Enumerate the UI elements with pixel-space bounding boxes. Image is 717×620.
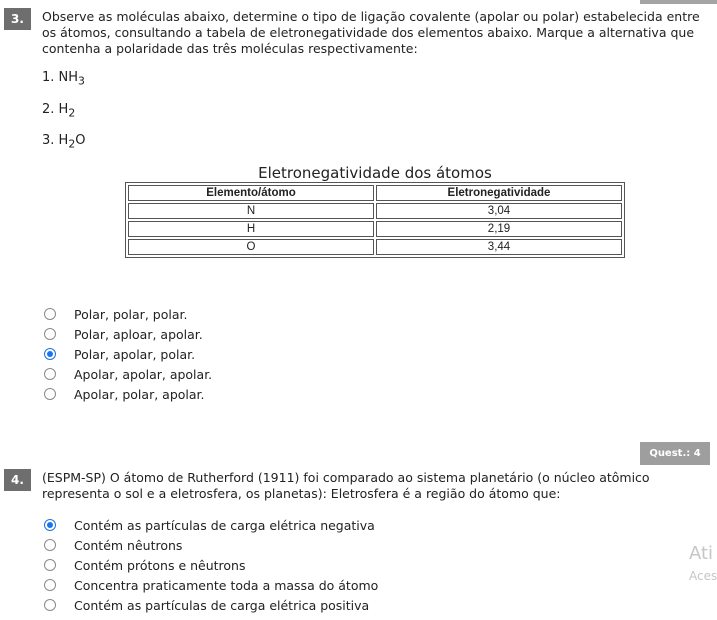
q3-option-4[interactable]	[44, 365, 212, 383]
table-row	[128, 221, 622, 237]
molecule-1: 1. $NH_3$	[42, 70, 85, 88]
q4-option-5[interactable]	[44, 596, 369, 614]
radio-button[interactable]	[44, 328, 56, 340]
molecule-3: 3. $H_2O$	[42, 133, 86, 151]
table-cell: 3,44	[376, 239, 622, 255]
option-label: Contém as partículas de carga elétrica positiva	[74, 597, 370, 613]
radio-button[interactable]	[44, 559, 56, 571]
option-label: Polar, apolar, polar.	[74, 346, 196, 362]
question-4-text: (ESPM-SP) O átomo de Rutherford (1911) foi comparado ao sistema planetário (o núcleo atômico representa o sol e a eletrosfera, os planetas): Eletrosfera é a região do átomo que:	[42, 470, 650, 501]
electronegativity-table	[125, 182, 625, 258]
q3-option-5[interactable]	[44, 385, 205, 403]
radio-button[interactable]	[44, 348, 56, 360]
option-label: Apolar, polar, apolar.	[74, 386, 205, 402]
radio-button[interactable]	[44, 579, 56, 591]
radio-button[interactable]	[44, 368, 56, 380]
q4-option-1[interactable]	[44, 516, 375, 534]
watermark-line-1: Ati	[689, 543, 714, 564]
table-cell: H	[128, 221, 374, 237]
option-label: Contém prótons e nêutrons	[74, 557, 246, 573]
question-3-number: 3.	[4, 8, 31, 30]
electronegativity-table-title: Eletronegatividade dos átomos	[258, 164, 492, 182]
q4-option-2[interactable]	[44, 536, 182, 554]
table-cell: O	[128, 239, 374, 255]
table-header-element: Elemento/átomo	[128, 185, 374, 201]
table-row	[128, 239, 622, 255]
table-header-electronegativity: Eletronegatividade	[376, 185, 622, 201]
table-cell: N	[128, 203, 374, 219]
option-label: Contém as partículas de carga elétrica negativa	[74, 517, 375, 533]
question-4-number: 4.	[4, 469, 31, 491]
table-cell: 3,04	[376, 203, 622, 219]
table-cell: 2,19	[376, 221, 622, 237]
option-label: Contém nêutrons	[74, 537, 183, 553]
molecule-2: 2. $H_2$	[42, 102, 76, 120]
radio-button[interactable]	[44, 599, 56, 611]
option-label: Polar, aploar, apolar.	[74, 326, 203, 342]
radio-button[interactable]	[44, 388, 56, 400]
q3-option-3[interactable]	[44, 345, 195, 363]
watermark-line-2: Aces	[689, 569, 717, 583]
option-label: Concentra praticamente toda a massa do átomo	[74, 577, 379, 593]
question-3-text: Observe as moléculas abaixo, determine o tipo de ligação covalente (apolar ou polar) estabelecida entre os átomos, consultando a tabela de eletronegatividade dos elementos abaixo. Marque a alternativa que contenha a polaridade das três moléculas respectivamente:	[42, 9, 700, 56]
radio-button[interactable]	[44, 308, 56, 320]
q4-option-3[interactable]	[44, 556, 246, 574]
quest-badge: Quest.: 4	[640, 442, 710, 465]
radio-button[interactable]	[44, 519, 56, 531]
option-label: Polar, polar, polar.	[74, 306, 188, 322]
option-label: Apolar, apolar, apolar.	[74, 366, 213, 382]
q3-option-2[interactable]	[44, 325, 203, 343]
top-tab-edge	[640, 0, 717, 4]
table-header-row	[128, 185, 622, 201]
radio-button[interactable]	[44, 539, 56, 551]
table-row	[128, 203, 622, 219]
q3-option-1[interactable]	[44, 305, 187, 323]
q4-option-4[interactable]	[44, 576, 378, 594]
